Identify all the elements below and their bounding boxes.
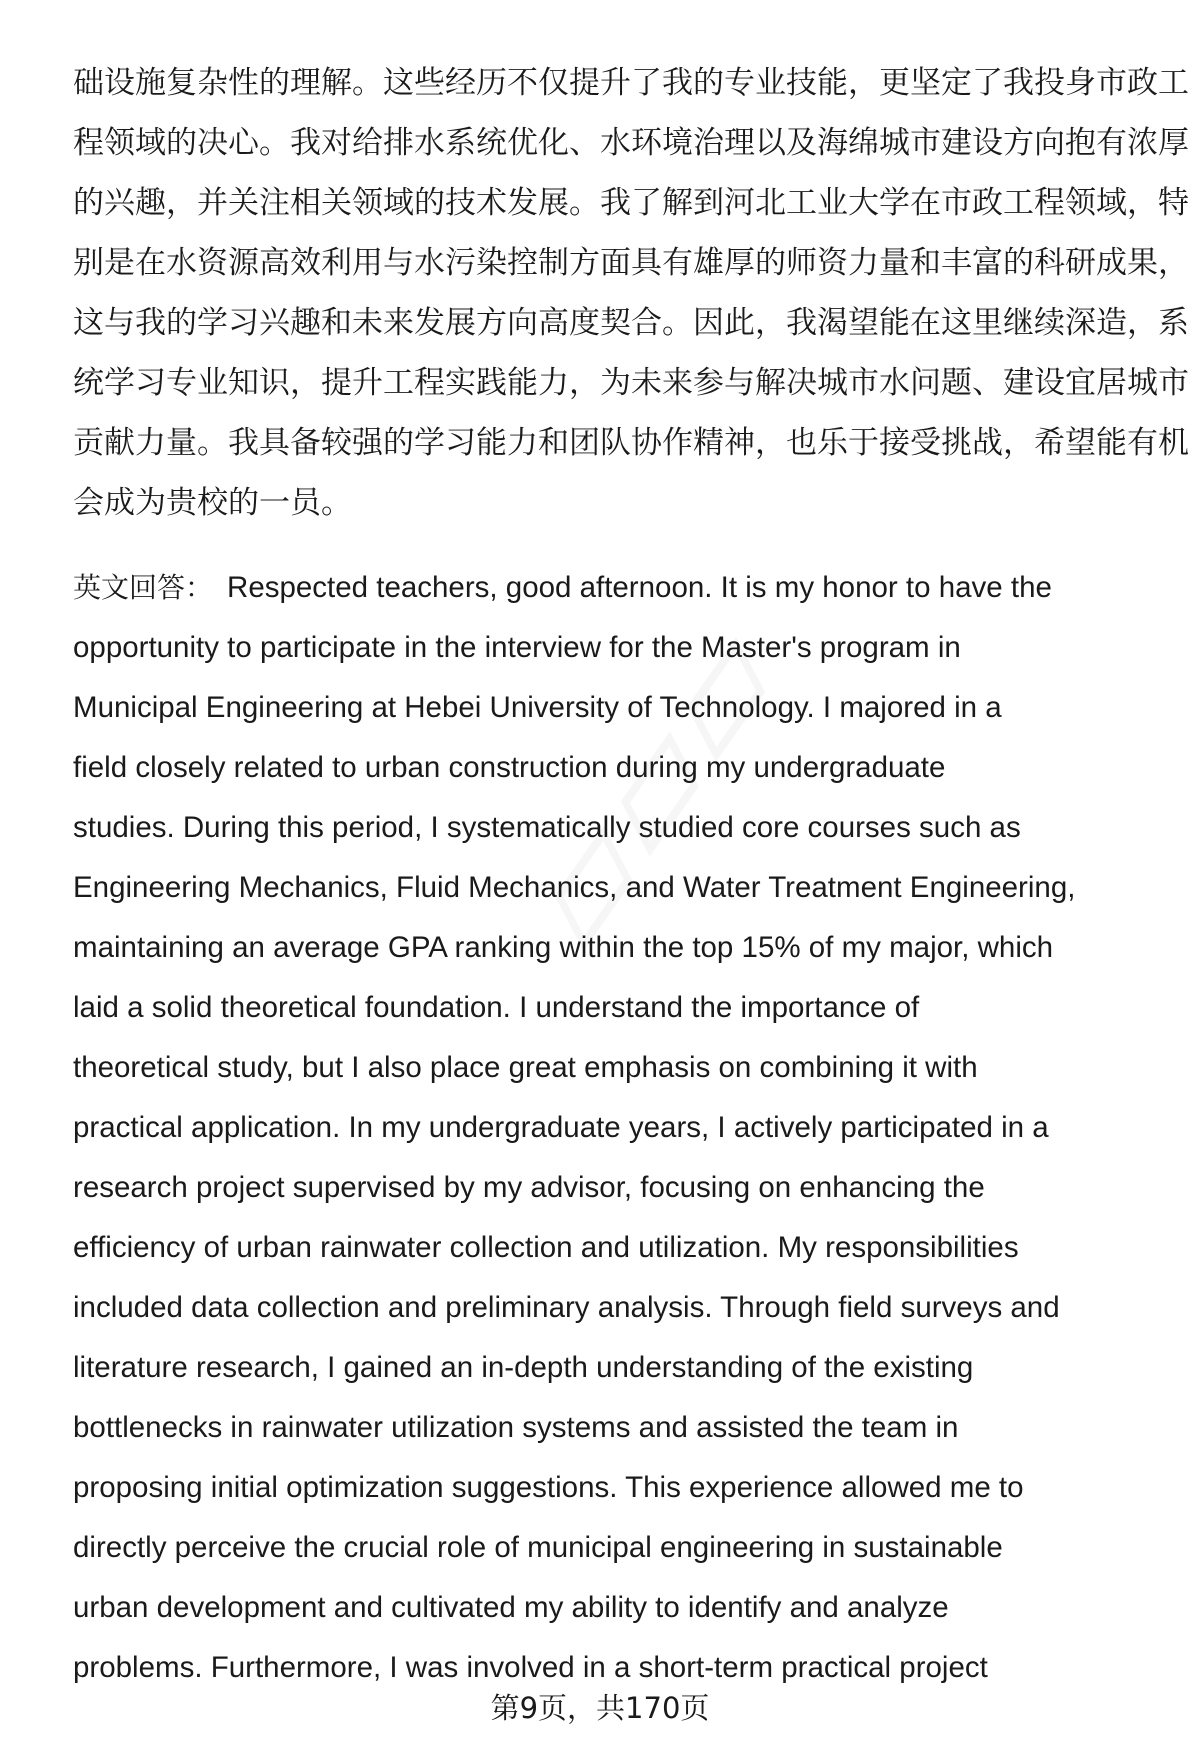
- text-line: bottlenecks in rainwater utilization systems and assisted the team in: [73, 1411, 959, 1444]
- text-line: literature research, I gained an in-depth understanding of the existing: [73, 1351, 974, 1384]
- text-line: included data collection and preliminary analysis. Through field surveys and: [73, 1291, 1060, 1324]
- text-line: urban development and cultivated my ability to identify and analyze: [73, 1591, 949, 1624]
- text-line: 这与我的学习兴趣和未来发展方向高度契合。因此，我渴望能在这里继续深造，系: [73, 305, 1189, 341]
- text-line: 程领域的决心。我对给排水系统优化、水环境治理以及海绵城市建设方向抱有浓厚: [73, 125, 1189, 161]
- page-number-footer: 第9页，共170页: [490, 1691, 710, 1725]
- text-line: opportunity to participate in the interview for the Master's program in: [73, 631, 961, 664]
- english-answer-label: 英文回答：: [73, 571, 214, 604]
- text-line: problems. Furthermore, I was involved in a short-term practical project: [73, 1651, 988, 1684]
- text-line: practical application. In my undergraduate years, I actively participated in a: [73, 1111, 1049, 1144]
- text-line: [73, 558, 1147, 618]
- text-line: field closely related to urban construction during my undergraduate: [73, 751, 946, 784]
- text-line: efficiency of urban rainwater collection and utilization. My responsibilities: [73, 1231, 1019, 1264]
- text-line: Engineering Mechanics, Fluid Mechanics, and Water Treatment Engineering,: [73, 871, 1076, 904]
- text-line: proposing initial optimization suggestions. This experience allowed me to: [73, 1471, 1024, 1504]
- text-line: Municipal Engineering at Hebei University of Technology. I majored in a: [73, 691, 1002, 724]
- text-line: 会成为贵校的一员。: [73, 485, 352, 521]
- text-line: maintaining an average GPA ranking within the top 15% of my major, which: [73, 931, 1054, 964]
- text-line-content: Respected teachers, good afternoon. It is my honor to have the: [227, 571, 1052, 604]
- text-line: 别是在水资源高效利用与水污染控制方面具有雄厚的师资力量和丰富的科研成果，: [73, 245, 1189, 281]
- text-line: laid a solid theoretical foundation. I understand the importance of: [73, 991, 920, 1024]
- text-line: 统学习专业知识，提升工程实践能力，为未来参与解决城市水问题、建设宜居城市: [73, 365, 1189, 401]
- text-line: research project supervised by my advisor, focusing on enhancing the: [73, 1171, 985, 1204]
- text-line: studies. During this period, I systematically studied core courses such as: [73, 811, 1021, 844]
- text-line: 础设施复杂性的理解。这些经历不仅提升了我的专业技能，更坚定了我投身市政工: [73, 65, 1189, 101]
- text-line: theoretical study, but I also place great emphasis on combining it with: [73, 1051, 978, 1084]
- text-line: directly perceive the crucial role of municipal engineering in sustainable: [73, 1531, 1003, 1564]
- text-line: 贡献力量。我具备较强的学习能力和团队协作精神，也乐于接受挑战，希望能有机: [73, 425, 1189, 461]
- text-line: 的兴趣，并关注相关领域的技术发展。我了解到河北工业大学在市政工程领域，特: [73, 185, 1189, 221]
